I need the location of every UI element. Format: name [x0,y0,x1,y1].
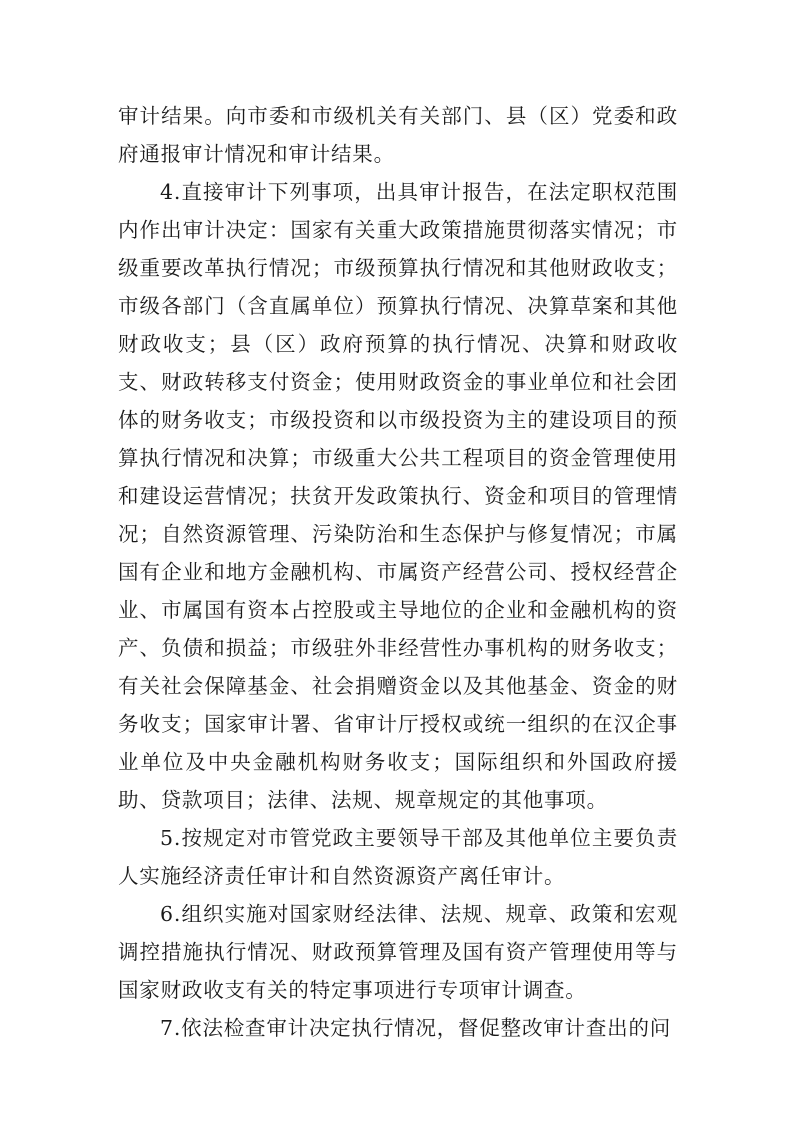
paragraph-item-6: 6.组织实施对国家财经法律、法规、规章、政策和宏观调控措施执行情况、财政预算管理及国有资产管理使用等与国家财政收支有关的特定事项进行专项审计调查。 [118,902,678,1002]
body-text [118,97,678,1047]
paragraph-item-5: 5.按规定对市管党政主要领导干部及其他单位主要负责人实施经济责任审计和自然资源资产离任审计。 [118,826,678,888]
paragraph-continuation: 审计结果。向市委和市级机关有关部门、县（区）党委和政府通报审计情况和审计结果。 [118,104,678,166]
paragraph-item-7: 7.依法检查审计决定执行情况，督促整改审计查出的问 [160,1016,672,1040]
paragraph-item-4: 4.直接审计下列事项，出具审计报告，在法定职权范围内作出审计决定：国家有关重大政策措施贯彻落实情况；市级重要改革执行情况；市级预算执行情况和其他财政收支；市级各部门（含直属单位）预算执行情况、决算草案和其他财政收支；县（区）政府预算的执行情况、决算和财政收支、财政转移支付资金；使用财政资金的事业单位和社会团体的财务收支；市级投资和以市级投资为主的建设项目的预算执行情况和决算；市级重大公共工程项目的资金管理使用和建设运营情况；扶贫开发政策执行、资金和项目的管理情况；自然资源管理、污染防治和生态保护与修复情况；市属国有企业和地方金融机构、市属资产经营公司、授权经营企业、市属国有资本占控股或主导地位的企业和金融机构的资产、负债和损益；市级驻外非经营性办事机构的财务收支；有关社会保障基金、社会捐赠资金以及其他基金、资金的财务收支；国家审计署、省审计厅授权或统一组织的在汉企事业单位及中央金融机构财务收支；国际组织和外国政府援助、贷款项目；法律、法规、规章规定的其他事项。 [118,180,678,812]
